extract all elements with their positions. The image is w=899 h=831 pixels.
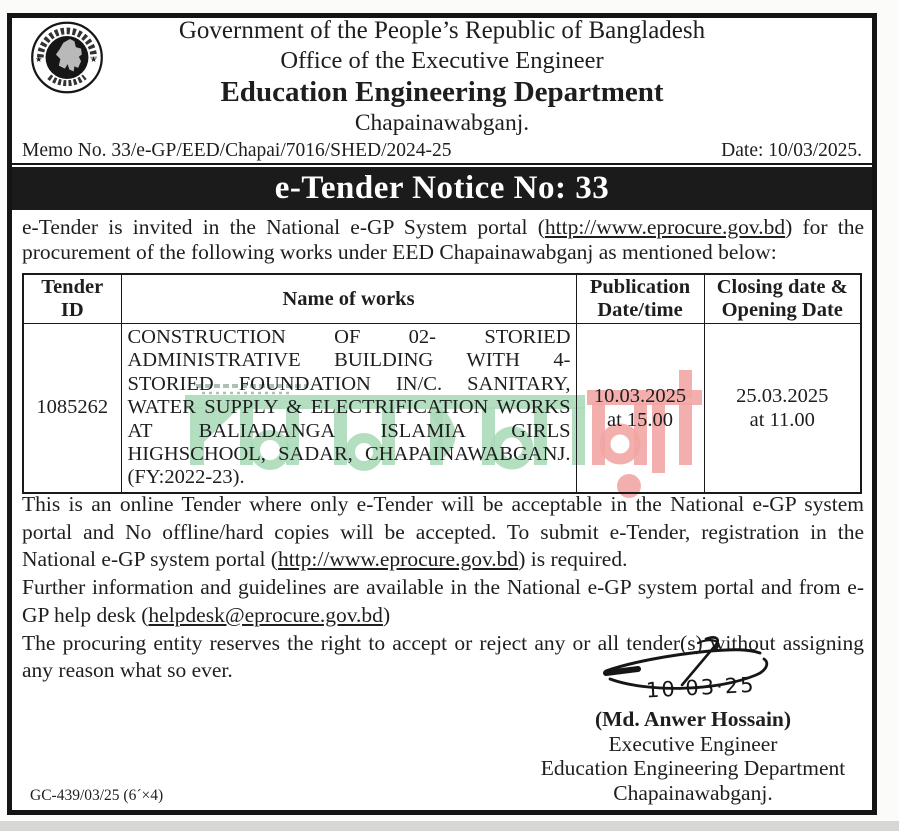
p2-text-post: )	[382, 602, 391, 627]
table-header-row	[23, 274, 861, 324]
notice-title-banner: e-Tender Notice No: 33	[12, 167, 872, 210]
intro-text-post: ) for the procurement of the following works under EED Chapainawabganj as mentioned below:	[22, 215, 865, 264]
closing-date-cell	[704, 324, 861, 493]
tender-table	[22, 273, 862, 494]
tender-id-cell: 1085262	[23, 324, 121, 493]
header-department-line: Education Engineering Department	[220, 76, 664, 108]
signature-block	[507, 633, 879, 805]
signatory-department: Education Engineering Department	[540, 756, 846, 780]
memo-row	[22, 140, 862, 162]
signatory-title: Executive Engineer	[608, 731, 778, 756]
header-separator-line	[12, 163, 872, 165]
eprocure-url: http://www.eprocure.gov.bd	[544, 215, 786, 239]
closing-time: at 11.00	[749, 408, 815, 431]
closing-date: 25.03.2025	[736, 384, 829, 407]
helpdesk-email: helpdesk@eprocure.gov.bd	[148, 602, 383, 627]
further-info-paragraph	[22, 574, 864, 629]
intro-paragraph	[22, 215, 864, 265]
handwritten-signature	[598, 633, 788, 705]
column-header-tender-id: Tender ID	[23, 274, 121, 324]
seal-star-right: ★	[89, 54, 98, 64]
notice-page	[7, 13, 877, 815]
signature-date: 10·03·25	[645, 672, 757, 703]
name-of-works-cell: CONSTRUCTION OF 02- STORIED ADMINISTRATIVE BUILDING WITH 4- STORIED FOUNDATION IN/C. SANITARY, WATER SUPPLY & ELECTRIFICATION WORKS AT BALIADANGA ISLAMIA GIRLS HIGHSCHOOL, SADAR, CHAPAINAWABGANJ. (FY:2022-23).	[121, 324, 576, 493]
column-header-publication: Publication Date/time	[576, 274, 704, 324]
eprocure-url-2: http://www.eprocure.gov.bd	[277, 547, 519, 572]
memo-number: Memo No. 33/e-GP/EED/Chapai/7016/SHED/2024-25	[22, 140, 452, 161]
header-government-line: Government of the People’s Republic of Bangladesh	[178, 17, 706, 44]
publication-time: at 15.00	[606, 408, 674, 431]
column-header-closing: Closing date & Opening Date	[704, 274, 861, 324]
publication-date-cell	[576, 324, 704, 493]
p1-text-pre: This is an online Tender where only e-Tender will be acceptable in the National e-GP system portal and No offline/hard copies will be accepted. To submit e-Tender, registration in the National e-GP system portal (	[22, 492, 864, 572]
p1-text-post: ) is required.	[518, 547, 628, 572]
signatory-place: Chapainawabganj.	[613, 780, 773, 805]
column-header-name-of-works: Name of works	[121, 274, 576, 324]
intro-text-pre: e-Tender is invited in the National e-GP System portal (	[22, 215, 545, 239]
header-district-line: Chapainawabganj.	[354, 110, 530, 136]
p2-text-pre: Further information and guidelines are available in the National e-GP system portal and from e-GP help desk (	[22, 575, 864, 627]
online-tender-paragraph	[22, 491, 864, 574]
scan-edge-shadow	[0, 821, 899, 831]
rights-reserved-paragraph: The procuring entity reserves the right to accept or reject any or all tender(s) without assigning any reason what so ever.	[22, 630, 864, 683]
publication-date: 10.03.2025	[593, 384, 687, 407]
signatory-name: (Md. Anwer Hossain)	[594, 707, 792, 731]
header-office-line: Office of the Executive Engineer	[280, 47, 604, 74]
seal-star-left: ★	[35, 54, 43, 64]
table-row	[23, 324, 861, 493]
print-code: GC-439/03/25 (6´×4)	[30, 787, 164, 804]
memo-date: Date: 10/03/2025.	[721, 140, 862, 161]
